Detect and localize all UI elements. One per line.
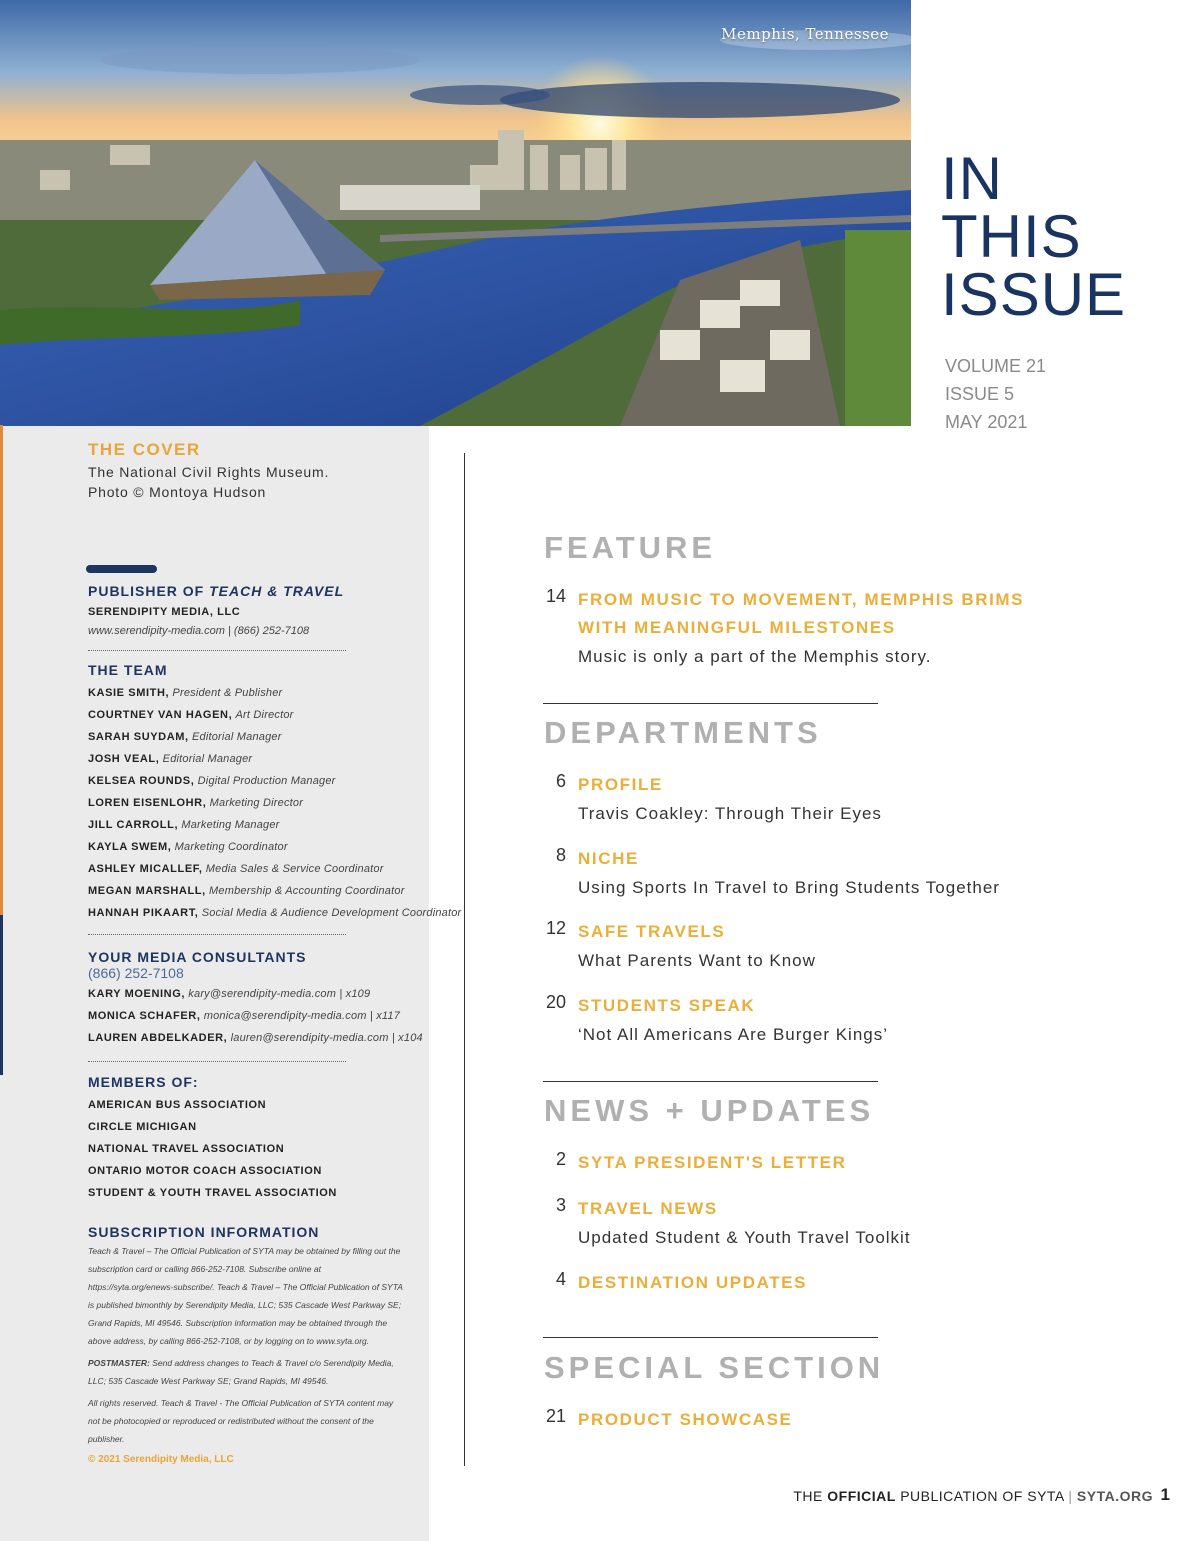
toc-entry[interactable] [530, 845, 1130, 903]
publisher-heading [88, 583, 344, 599]
section-divider-pill [86, 565, 157, 573]
entry-title: SAFE TRAVELS [578, 922, 726, 941]
publisher-contact: www.serendipity-media.com | (866) 252-7108 [88, 625, 310, 637]
section-rule [543, 1081, 878, 1082]
news-heading: NEWS + UPDATES [544, 1093, 875, 1128]
issue-meta [945, 352, 1046, 436]
consultant: MONICA SCHAFER, monica@serendipity-media.com | x117 [88, 1010, 401, 1022]
team-heading: THE TEAM [88, 662, 168, 678]
publisher-section [88, 583, 344, 637]
team-member: ASHLEY MICALLEF, Media Sales & Service Coordinator [88, 863, 384, 875]
footer-prefix: THE [793, 1488, 828, 1504]
subscription-body: Teach & Travel – The Official Publication of SYTA may be obtained by filling out the subscription card or calling 866-252-7108. Subscribe online at https://syta.org/enews-subscribe/. Teach & Travel – The Official Publication of SYTA is published bimonthly by Serendipity Media, LLC; 535 Cascade West Parkway SE; Grand Rapids, MI 49546. Subscription information may be obtained through the above address, by calling 866-252-7108, or by logging on to www.syta.org. [88, 1246, 403, 1346]
page-number-footer: 1 [1160, 1485, 1170, 1504]
page-number: 4 [555, 1269, 566, 1289]
entry-title: NICHE [578, 849, 639, 868]
in-this-issue-heading [941, 145, 1127, 328]
consultant: LAUREN ABDELKADER, lauren@serendipity-media.com | x104 [88, 1032, 423, 1044]
photo-location-caption: Memphis, Tennessee [721, 25, 889, 43]
publisher-heading-title: TEACH & TRAVEL [209, 583, 345, 599]
heading-line: IN [941, 145, 1003, 212]
subscription-heading: SUBSCRIPTION INFORMATION [88, 1224, 320, 1240]
volume-label: VOLUME 21 [945, 356, 1047, 376]
cover-caption: The National Civil Rights Museum. [88, 464, 330, 480]
consultant: KARY MOENING, kary@serendipity-media.com | x109 [88, 988, 371, 1000]
entry-description: Travis Coakley: Through Their Eyes [578, 804, 882, 823]
dotted-divider [88, 934, 346, 935]
page-number: 2 [555, 1149, 566, 1169]
dotted-divider [88, 1061, 346, 1062]
team-member: KAYLA SWEM, Marketing Coordinator [88, 841, 288, 853]
entry-description: Music is only a part of the Memphis story. [578, 647, 932, 666]
entry-description: What Parents Want to Know [578, 951, 816, 970]
team-section [88, 662, 461, 924]
special-heading: SPECIAL SECTION [544, 1350, 885, 1385]
heading-line: ISSUE [941, 261, 1127, 328]
footer-site-link[interactable]: SYTA.ORG [1072, 1488, 1153, 1504]
entry-title: TRAVEL NEWS [578, 1199, 718, 1218]
toc-entry[interactable] [530, 771, 1130, 829]
issue-label: ISSUE 5 [945, 384, 1015, 404]
memphis-skyline-image [0, 0, 911, 426]
member-org: NATIONAL TRAVEL ASSOCIATION [88, 1143, 285, 1155]
consultants-phone: (866) 252-7108 [88, 965, 184, 981]
member-org: STUDENT & YOUTH TRAVEL ASSOCIATION [88, 1187, 337, 1199]
section-rule [543, 1337, 878, 1338]
entry-description: Updated Student & Youth Travel Toolkit [578, 1228, 911, 1247]
copyright-line: © 2021 Serendipity Media, LLC [88, 1454, 234, 1465]
publisher-name: SERENDIPITY MEDIA, LLC [88, 606, 241, 618]
page-number: 3 [555, 1195, 566, 1215]
members-heading: MEMBERS OF: [88, 1074, 199, 1090]
member-org: ONTARIO MOTOR COACH ASSOCIATION [88, 1165, 322, 1177]
cover-credit: Photo © Montoya Hudson [88, 484, 267, 500]
footer-official: OFFICIAL [827, 1488, 896, 1504]
entry-title: DESTINATION UPDATES [578, 1273, 808, 1292]
entry-title: PRODUCT SHOWCASE [578, 1410, 793, 1429]
toc-entry[interactable] [530, 1195, 1130, 1253]
entry-title: FROM MUSIC TO MOVEMENT, MEMPHIS BRIMS [578, 590, 1025, 609]
consultants-section [88, 949, 423, 1049]
footer-separator: | [1068, 1488, 1073, 1504]
subscription-section [88, 1224, 406, 1465]
member-org: CIRCLE MICHIGAN [88, 1121, 197, 1133]
team-member: KELSEA ROUNDS, Digital Production Manager [88, 775, 336, 787]
member-org: AMERICAN BUS ASSOCIATION [88, 1099, 267, 1111]
cover-photo [0, 0, 911, 426]
consultants-heading: YOUR MEDIA CONSULTANTS [88, 949, 307, 965]
team-member: KASIE SMITH, President & Publisher [88, 687, 283, 699]
toc-entry[interactable] [530, 1149, 1130, 1177]
page-number: 12 [545, 918, 566, 938]
toc-entry[interactable] [530, 992, 1130, 1050]
rights-note: All rights reserved. Teach & Travel - The Official Publication of SYTA content may not be photocopied or reproduced or redistributed without the consent of the publisher. [88, 1398, 394, 1444]
edge-accent [0, 915, 3, 1075]
toc-entry[interactable] [530, 586, 1130, 672]
team-member: SARAH SUYDAM, Editorial Manager [88, 731, 282, 743]
section-rule [543, 703, 878, 704]
team-member: COURTNEY VAN HAGEN, Art Director [88, 709, 294, 721]
entry-title: WITH MEANINGFUL MILESTONES [578, 618, 896, 637]
feature-heading: FEATURE [544, 530, 717, 565]
page-number: 8 [555, 845, 566, 865]
toc-entry[interactable] [530, 1406, 1130, 1434]
members-section [88, 1074, 337, 1204]
page-number: 6 [555, 771, 566, 791]
column-divider [464, 453, 465, 1466]
toc-entry[interactable] [530, 1269, 1130, 1297]
entry-description: Using Sports In Travel to Bring Students Together [578, 878, 1000, 897]
toc-entry[interactable] [530, 918, 1130, 976]
team-member: HANNAH PIKAART, Social Media & Audience Development Coordinator [88, 907, 462, 919]
dotted-divider [88, 650, 346, 651]
team-member: JILL CARROLL, Marketing Manager [88, 819, 280, 831]
page-number: 21 [545, 1406, 566, 1426]
edge-accent [0, 425, 3, 915]
heading-line: THIS [941, 203, 1082, 270]
team-member: LOREN EISENLOHR, Marketing Director [88, 797, 304, 809]
entry-title: STUDENTS SPEAK [578, 996, 756, 1015]
entry-title: PROFILE [578, 775, 663, 794]
postmaster-note: POSTMASTER: Send address changes to Teach & Travel c/o Serendipity Media, LLC; 535 Cascade West Parkway SE; Grand Rapids, MI 49546. [88, 1358, 394, 1386]
departments-heading: DEPARTMENTS [544, 715, 822, 750]
entry-title: SYTA PRESIDENT'S LETTER [578, 1153, 847, 1172]
page-number: 14 [545, 586, 566, 606]
entry-description: ‘Not All Americans Are Burger Kings’ [578, 1025, 889, 1044]
footer-middle: PUBLICATION OF SYTA [895, 1488, 1069, 1504]
team-member: MEGAN MARSHALL, Membership & Accounting Coordinator [88, 885, 405, 897]
cover-section [88, 440, 329, 502]
date-label: MAY 2021 [945, 412, 1028, 432]
cover-heading: THE COVER [88, 440, 201, 459]
page-number: 20 [545, 992, 566, 1012]
team-member: JOSH VEAL, Editorial Manager [88, 753, 253, 765]
page-footer [793, 1488, 1153, 1504]
publisher-heading-prefix: PUBLISHER OF [88, 583, 210, 599]
